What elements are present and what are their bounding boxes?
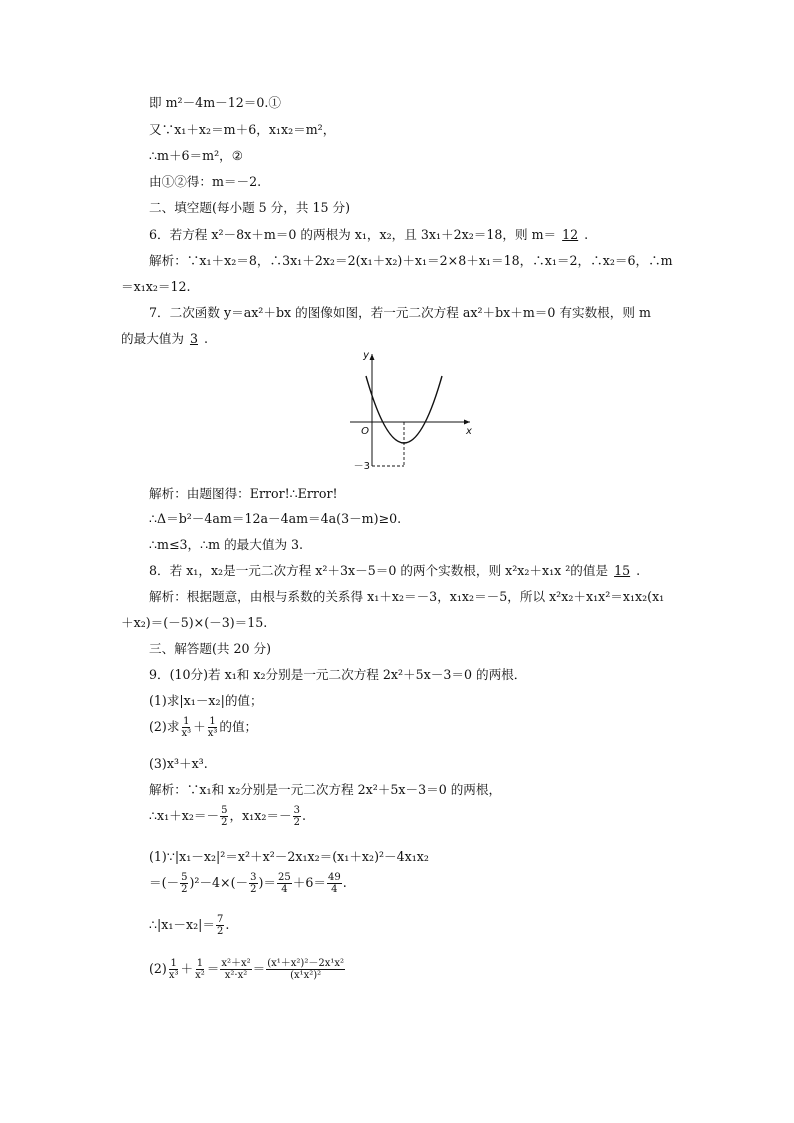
fraction: $\frac{7}{2}$ — [217, 914, 224, 937]
x-axis-arrow — [464, 420, 470, 425]
fraction: $\frac{3}{2}$ — [293, 805, 300, 828]
answer-blank: 12 — [562, 227, 579, 242]
solution-line: 解析：由题图得：Error!∴Error! — [149, 486, 338, 501]
text-line: 又∵x₁＋x₂＝m＋6，x₁x₂＝m²， — [149, 122, 336, 137]
fraction: $\frac{5}{2}$ — [181, 872, 188, 895]
solution-line: ∴x₁＋x₂＝－ $\frac{5}{2}$ ，x₁x₂＝－ $\frac{3}{2}$ . — [149, 805, 306, 828]
question-9-part-3: (3)x³＋x³. — [149, 756, 208, 771]
text-line: 由①②得：m＝－2. — [149, 174, 262, 189]
fraction: $\frac{1}{\text{x³}}$ — [207, 716, 218, 739]
answer-blank: 15 — [614, 563, 631, 578]
x-axis-label: x — [466, 426, 472, 437]
question-text: 8．若 x₁，x₂是一元二次方程 x²＋3x－5＝0 的两个实数根，则 x²x₂＋x₁x ²的值是 — [149, 563, 609, 578]
question-text: 的最大值为 — [121, 331, 184, 346]
solution-line: (2) $\frac{1}{\text{x³}}$ ＋ $\frac{1}{\text{x²}}$ ＝ $\frac{\text{x²＋x²}}{\text{x²·x²}}$ ＝ $\frac{\text{(x¹＋x²)²－2x¹x²}}{\text{(x¹x²)²}}$ — [149, 958, 345, 981]
fraction: $\frac{1}{\text{x²}}$ — [195, 958, 205, 981]
fraction: $\frac{25}{4}$ — [278, 872, 291, 895]
section-heading: 二、填空题(每小题 5 分，共 15 分) — [149, 200, 351, 215]
solution-line: 解析：∵x₁和 x₂分别是一元二次方程 2x²＋5x－3＝0 的两根， — [149, 782, 502, 797]
solution-line: (1)∵|x₁－x₂|²＝x²＋x²－2x₁x₂＝(x₁＋x₂)²－4x₁x₂ — [149, 849, 429, 864]
text-line: 即 m²－4m－12＝0.① — [149, 95, 281, 110]
fraction: $\frac{\text{(x¹＋x²)²－2x¹x²}}{\text{(x¹x²)²}}$ — [267, 958, 345, 981]
y-axis-label: y — [363, 350, 369, 361]
solution-line: ＋x₂)＝(－5)×(－3)＝15. — [121, 615, 268, 630]
question-6: 6．若方程 x²－8x＋m＝0 的两根为 x₁，x₂，且 3x₁＋2x₂＝18，则 m＝ 12 . — [149, 227, 589, 242]
solution-line: ∴m≤3，∴m 的最大值为 3. — [149, 537, 304, 552]
question-8: 8．若 x₁，x₂是一元二次方程 x²＋3x－5＝0 的两个实数根，则 x²x₂＋x₁x ²的值是 15 . — [149, 563, 641, 578]
question-text: 6．若方程 x²－8x＋m＝0 的两根为 x₁，x₂，且 3x₁＋2x₂＝18，则 m＝ — [149, 227, 557, 242]
question-9-part-2: (2)求 $\frac{1}{\text{x³}}$ ＋ $\frac{1}{\text{x³}}$ 的值； — [149, 716, 258, 739]
text-line: ∴m＋6＝m²，② — [149, 148, 244, 163]
question-7-cont: 的最大值为 3 . — [121, 331, 208, 346]
answer-blank: 3 — [189, 331, 198, 346]
fraction: $\frac{\text{x²＋x²}}{\text{x²·x²}}$ — [221, 958, 251, 981]
min-value-label: －3 — [353, 461, 370, 471]
section-heading: 三、解答题(共 20 分) — [149, 641, 272, 656]
parabola-graph — [346, 346, 476, 471]
solution-line: 解析：根据题意，由根与系数的关系得 x₁＋x₂＝－3，x₁x₂＝－5，所以 x²x₂＋x₁x²＝x₁x₂(x₁ — [149, 589, 665, 604]
solution-line: ∴Δ＝b²－4am＝12a－4am＝4a(3－m)≥0. — [149, 511, 402, 526]
solution-line: 解析：∵x₁＋x₂＝8，∴3x₁＋2x₂＝2(x₁＋x₂)＋x₁＝2×8＋x₁＝18，∴x₁＝2，∴x₂＝6，∴m — [149, 253, 673, 268]
question-9: 9．(10分)若 x₁和 x₂分别是一元二次方程 2x²＋5x－3＝0 的两根． — [149, 667, 527, 682]
solution-line: ∴|x₁－x₂|＝ $\frac{7}{2}$ . — [149, 914, 230, 937]
fraction: $\frac{1}{\text{x³}}$ — [168, 958, 179, 981]
fraction: $\frac{49}{4}$ — [327, 872, 341, 895]
question-9-part-1: (1)求|x₁－x₂|的值； — [149, 693, 263, 708]
fraction: $\frac{1}{\text{x³}}$ — [181, 716, 192, 739]
fraction: $\frac{5}{2}$ — [221, 805, 228, 828]
solution-line: ＝x₁x₂＝12. — [121, 279, 191, 294]
y-axis-arrow — [370, 354, 375, 360]
question-7: 7．二次函数 y＝ax²＋bx 的图像如图，若一元二次方程 ax²＋bx＋m＝0 有实数根，则 m — [149, 305, 651, 320]
origin-label: O — [361, 426, 369, 437]
fraction: $\frac{3}{2}$ — [250, 872, 257, 895]
solution-line: ＝(－ $\frac{5}{2}$ )²－4×(－ $\frac{3}{2}$ )＝ $\frac{25}{4}$ ＋6＝ $\frac{49}{4}$ . — [149, 872, 347, 895]
